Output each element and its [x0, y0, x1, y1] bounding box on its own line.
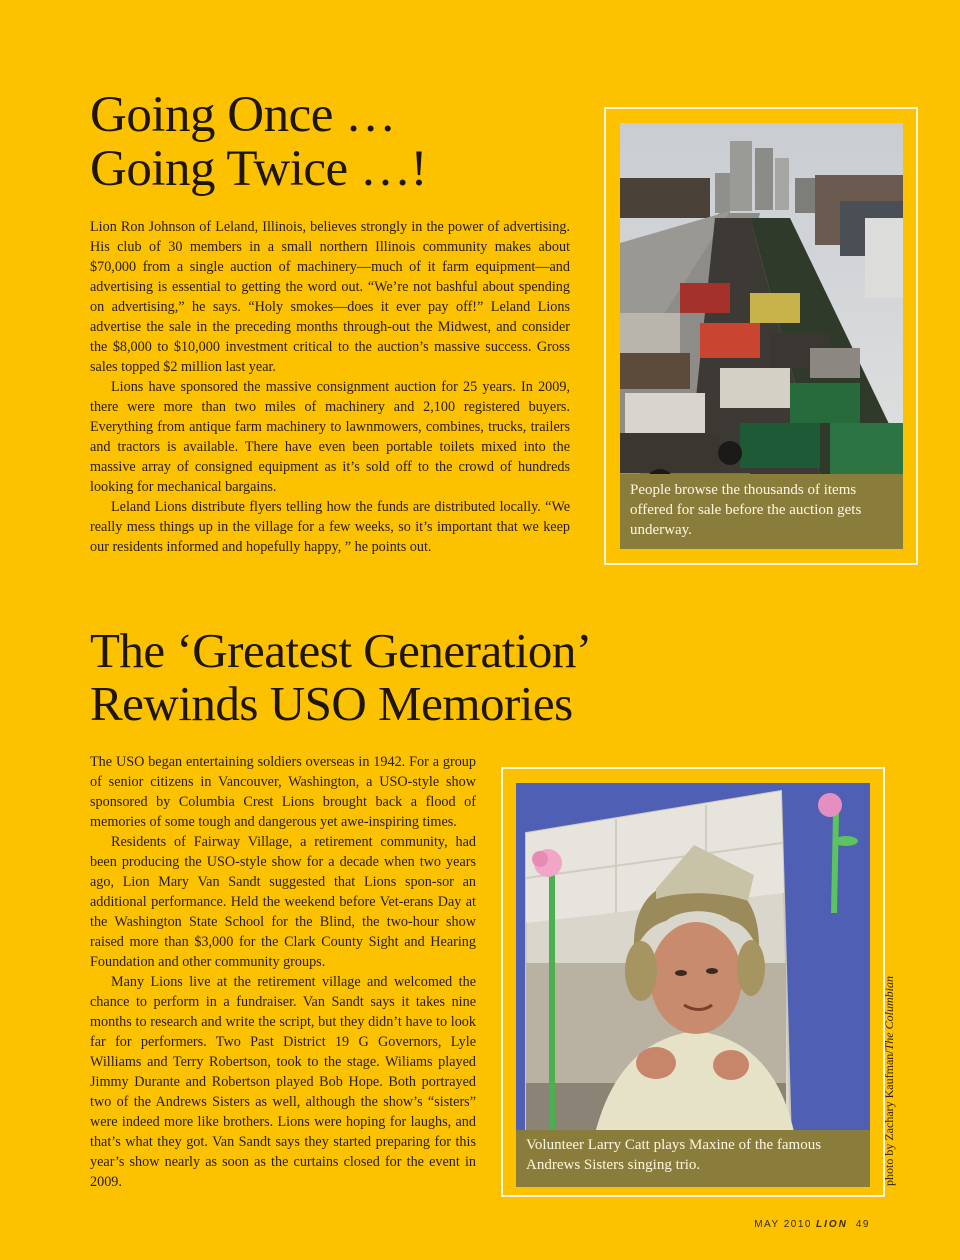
photo-credit-source: The Columbian: [882, 976, 896, 1051]
page-number: 49: [855, 1219, 870, 1230]
article2-headline-line2: Rewinds USO Memories: [90, 676, 573, 731]
performer-mirror-image: [516, 783, 870, 1187]
article2-body: [90, 752, 476, 1192]
magazine-name: LION: [815, 1219, 848, 1230]
page-footer: [754, 1219, 870, 1230]
article2-paragraph: Many Lions live at the retirement village and welcomed the chance to perform in a fundraiser. Van Sandt says it takes nine months to research and write the script, but they didn’t have to look far for performers. Two Past District 19 G Governors, Lyle Williams and Terry Robertson, took to the stage. Wiliams played Jimmy Durante and Robertson played Bob Hope. Both portrayed two of the Andrews Sisters as well, although the show’s “sisters” were indeed more like brothers. Lions were hoping for laughs, and that’s what they got. Van Sandt says they started preparing for this year’s show nearly as soon as the curtains closed for the event in 2009.: [90, 974, 476, 1190]
article1-paragraph: Leland Lions distribute flyers telling how the funds are distributed locally. “We really mess things up in the village for a few weeks, so it’s important that we keep our residents informed and hopefully happy, ” he points out.: [90, 499, 570, 555]
article1-headline: [90, 88, 427, 196]
article1-paragraph: Lions have sponsored the massive consignment auction for 25 years. In 2009, there were more than two miles of machinery and 2,100 registered buyers. Everything from antique farm machinery to lawnmowers, combines, trucks, trailers and tractors is available. There have even been portable toilets mixed into the massive array of consigned equipment as it’s sold off to the crowd of hundreds looking for mechanical bargains.: [90, 379, 570, 495]
uso-photo-caption: Volunteer Larry Catt plays Maxine of the famous Andrews Sisters singing trio.: [516, 1130, 870, 1187]
auction-photo-caption: People browse the thousands of items offered for sale before the auction gets underway.: [620, 474, 903, 549]
article1-headline-line1: Going Once …: [90, 87, 396, 143]
uso-photo: [516, 783, 870, 1187]
photo-credit: [882, 966, 897, 1186]
article2-headline-line1: The ‘Greatest Generation’: [90, 623, 592, 678]
article2-headline: [90, 624, 592, 730]
article1-paragraph: Lion Ron Johnson of Leland, Illinois, believes strongly in the power of advertising. His club of 30 members in a small northern Illinois community makes about $70,000 from a single auction of machinery—much of it farm equipment—and advertising is essential to getting the word out. “We’re not bashful about spending on advertising,” he says. “Holy smokes—does it ever pay off!” Leland Lions advertise the sale in the preceding months through-out the Midwest, and consider the $8,000 to $10,000 investment critical to the auction’s massive success. Gross sales topped $2 million last year.: [90, 219, 570, 375]
article1-body: [90, 217, 570, 557]
article1-headline-line2: Going Twice …!: [90, 141, 427, 197]
issue-date: MAY 2010: [754, 1219, 812, 1230]
article2-paragraph: The USO began entertaining soldiers overseas in 1942. For a group of senior citizens in Vancouver, Washington, a USO-style show sponsored by Columbia Crest Lions brought back a flood of memories of some tough and dangerous yet awe-inspiring times.: [90, 754, 476, 830]
photo-credit-prefix: photo by Zachary Kaufman/: [882, 1050, 896, 1186]
article2-paragraph: Residents of Fairway Village, a retirement community, had been producing the USO-style show for a decade when two years ago, Lion Mary Van Sandt suggested that Lions spon-sor an additional performance. Held the weekend before Vet-erans Day at the Washington State School for the Blind, the two-hour show raised more than $3,000 for the Clark County Sight and Hearing Foundation and other community groups.: [90, 834, 476, 970]
